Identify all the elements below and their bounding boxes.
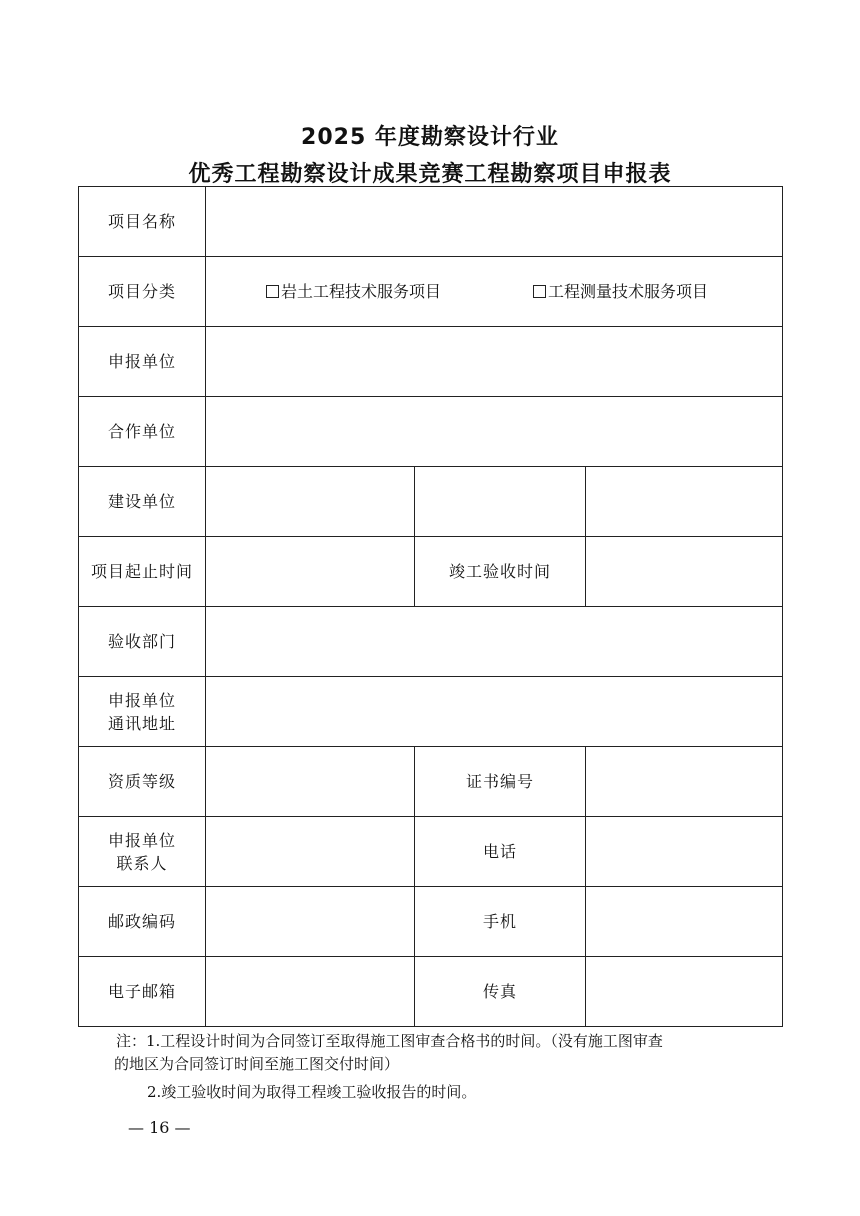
value-partner-unit[interactable] bbox=[206, 397, 783, 467]
value-project-category bbox=[206, 257, 783, 327]
row-applicant-unit bbox=[79, 327, 783, 397]
value-applicant-address[interactable] bbox=[206, 677, 783, 747]
label-applicant-unit: 申报单位 bbox=[79, 327, 206, 397]
category-option-geotechnical-label: 岩土工程技术服务项目 bbox=[281, 282, 442, 301]
note-1: 注：1.工程设计时间为合同签订至取得施工图审查合格书的时间。（没有施工图审查 bbox=[116, 1032, 663, 1050]
label-applicant-address bbox=[79, 677, 206, 747]
value-applicant-unit[interactable] bbox=[206, 327, 783, 397]
note-2: 2.竣工验收时间为取得工程竣工验收报告的时间。 bbox=[147, 1083, 477, 1101]
label-phone: 电话 bbox=[415, 817, 586, 887]
value-construction-unit-2[interactable] bbox=[415, 467, 586, 537]
row-project-name bbox=[79, 187, 783, 257]
label-contact-line1: 申报单位 bbox=[107, 830, 176, 850]
value-construction-unit-3[interactable] bbox=[586, 467, 783, 537]
label-completion-time: 竣工验收时间 bbox=[415, 537, 586, 607]
row-construction-unit bbox=[79, 467, 783, 537]
form-title-line1: 2025 年度勘察设计行业 bbox=[301, 125, 559, 150]
checkbox-icon[interactable] bbox=[266, 285, 279, 298]
category-option-geotechnical[interactable] bbox=[266, 280, 441, 303]
row-email bbox=[79, 957, 783, 1027]
label-project-period: 项目起止时间 bbox=[79, 537, 206, 607]
value-fax[interactable] bbox=[586, 957, 783, 1027]
value-contact[interactable] bbox=[206, 817, 415, 887]
value-construction-unit-1[interactable] bbox=[206, 467, 415, 537]
label-project-category: 项目分类 bbox=[79, 257, 206, 327]
row-qualification bbox=[79, 747, 783, 817]
category-option-surveying[interactable] bbox=[533, 280, 708, 303]
label-contact-line2: 联系人 bbox=[116, 853, 168, 873]
value-acceptance-dept[interactable] bbox=[206, 607, 783, 677]
value-qualification[interactable] bbox=[206, 747, 415, 817]
label-qualification: 资质等级 bbox=[79, 747, 206, 817]
label-mobile: 手机 bbox=[415, 887, 586, 957]
label-postcode: 邮政编码 bbox=[79, 887, 206, 957]
row-project-category bbox=[79, 257, 783, 327]
value-mobile[interactable] bbox=[586, 887, 783, 957]
checkbox-icon[interactable] bbox=[533, 285, 546, 298]
category-option-surveying-label: 工程测量技术服务项目 bbox=[548, 282, 709, 301]
label-acceptance-dept: 验收部门 bbox=[79, 607, 206, 677]
label-applicant-address-line1: 申报单位 bbox=[107, 690, 176, 710]
row-acceptance-dept bbox=[79, 607, 783, 677]
row-project-period bbox=[79, 537, 783, 607]
label-fax: 传真 bbox=[415, 957, 586, 1027]
label-contact bbox=[79, 817, 206, 887]
row-contact bbox=[79, 817, 783, 887]
value-project-period[interactable] bbox=[206, 537, 415, 607]
label-applicant-address-line2: 通讯地址 bbox=[107, 713, 176, 733]
footnotes bbox=[116, 1030, 756, 1104]
label-partner-unit: 合作单位 bbox=[79, 397, 206, 467]
page-number: — 16 — bbox=[128, 1118, 191, 1137]
value-project-name[interactable] bbox=[206, 187, 783, 257]
label-project-name: 项目名称 bbox=[79, 187, 206, 257]
label-email: 电子邮箱 bbox=[79, 957, 206, 1027]
row-partner-unit bbox=[79, 397, 783, 467]
value-postcode[interactable] bbox=[206, 887, 415, 957]
value-certificate-no[interactable] bbox=[586, 747, 783, 817]
row-postcode bbox=[79, 887, 783, 957]
label-construction-unit: 建设单位 bbox=[79, 467, 206, 537]
value-phone[interactable] bbox=[586, 817, 783, 887]
row-applicant-address bbox=[79, 677, 783, 747]
form-title-line2: 优秀工程勘察设计成果竞赛工程勘察项目申报表 bbox=[188, 162, 672, 187]
value-email[interactable] bbox=[206, 957, 415, 1027]
application-form-table bbox=[78, 186, 783, 1027]
label-certificate-no: 证书编号 bbox=[415, 747, 586, 817]
value-completion-time[interactable] bbox=[586, 537, 783, 607]
note-1-continued: 的地区为合同签订时间至施工图交付时间） bbox=[114, 1055, 400, 1073]
